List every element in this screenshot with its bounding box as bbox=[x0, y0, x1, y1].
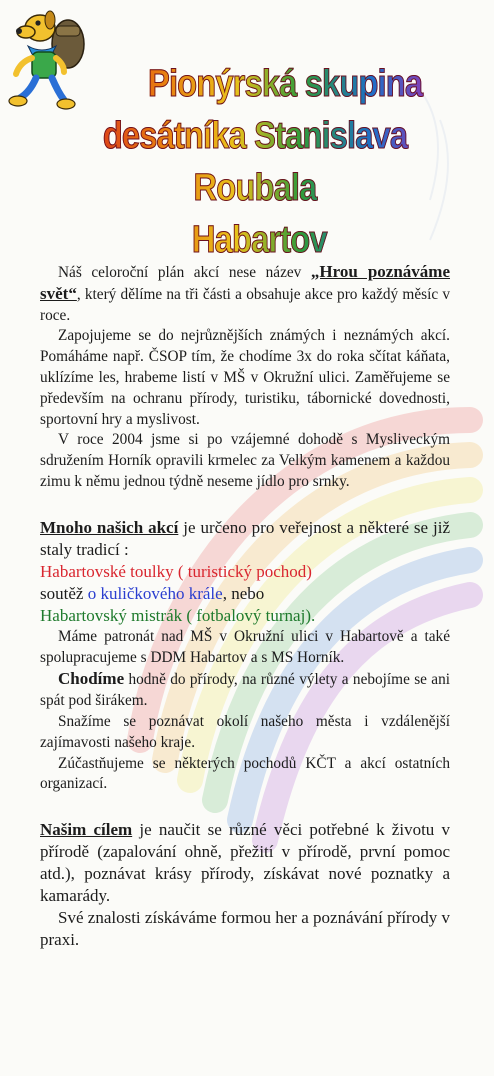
chodime-paragraph bbox=[40, 668, 450, 712]
chodime-text: hodně do přírody, na různé výlety a nebojíme se ani spát pod širákem. bbox=[40, 671, 450, 710]
actions-lead-text: je určeno pro veřejnost a některé se již staly tradicí : bbox=[40, 517, 450, 559]
chodime-highlight: Chodíme bbox=[58, 669, 125, 689]
event2-prefix: soutěž bbox=[40, 583, 88, 603]
intro-paragraph-1 bbox=[40, 262, 450, 326]
okoli-paragraph: Snažíme se poznávat okolí našeho města i vzdálenější zajímavosti našeho kraje. bbox=[40, 712, 450, 751]
actions-lead-highlight: Mnoho našich akcí bbox=[40, 517, 179, 537]
title-line-3: Habartov bbox=[62, 214, 449, 266]
event-mistrak: Habartovský mistrák ( fotbalový turnaj). bbox=[40, 605, 316, 625]
actions-lead bbox=[40, 517, 450, 561]
title-line-2: desátníka Stanislava Roubala bbox=[62, 110, 449, 214]
goal-highlight: Našim cílem bbox=[40, 820, 133, 840]
event-toulky: Habartovské toulky ( turistický pochod) bbox=[40, 561, 312, 581]
event-kulickovy-kral bbox=[40, 583, 450, 605]
patronat-paragraph: Máme patronát nad MŠ v Okružní ulici v Habartově a také spolupracujeme s DDM Habartov a s MS Horník. bbox=[40, 627, 450, 666]
intro-paragraph-2: Zapojujeme se do nejrůznějších známých i neznámých akcí. Pomáháme např. ČSOP tím, že chodíme 3x do roka sčítat káňata, uklízíme les, hrabeme listí v MŠ v Okružní ulici. Zaměřujeme se především na ochranu přírody, turistiku, tábornické dovednosti, sportovní hry a myslivost. bbox=[40, 327, 450, 428]
page-title bbox=[62, 58, 449, 266]
intro-paragraph-3: V roce 2004 jsme si po vzájemné dohodě s Mysliveckým sdružením Horník opravili krmelec za Velkým kamenem a každou zimu k němu jednou týdně neseme jídlo pro srnky. bbox=[40, 431, 450, 490]
znalosti-paragraph: Své znalosti získáváme formou her a poznávání přírody v praxi. bbox=[40, 908, 450, 950]
kct-paragraph: Zúčastňujeme se některých pochodů KČT a akcí ostatních organizací. bbox=[40, 754, 450, 793]
leaflet-body bbox=[40, 262, 450, 951]
goal-paragraph bbox=[40, 819, 450, 907]
event2-suffix: , nebo bbox=[222, 583, 265, 603]
goal-text: je naučit se různé věci potřebné k životu v přírodě (zapalování ohně, přežití v přírodě, první pomoc atd.), poznávat krásy přírody, získávat nové poznatky a kamarády. bbox=[40, 820, 451, 906]
intro-text-c: , který dělíme na tři části a obsahuje akce pro každý měsíc v roce. bbox=[40, 285, 450, 324]
intro-text-a: Náš celoroční plán akcí nese název bbox=[58, 264, 311, 281]
title-line-1: Pionýrská skupina bbox=[62, 58, 449, 110]
event2-name: o kuličkového krále bbox=[87, 583, 223, 603]
program-name: „Hrou poznáváme svět“ bbox=[40, 262, 450, 303]
